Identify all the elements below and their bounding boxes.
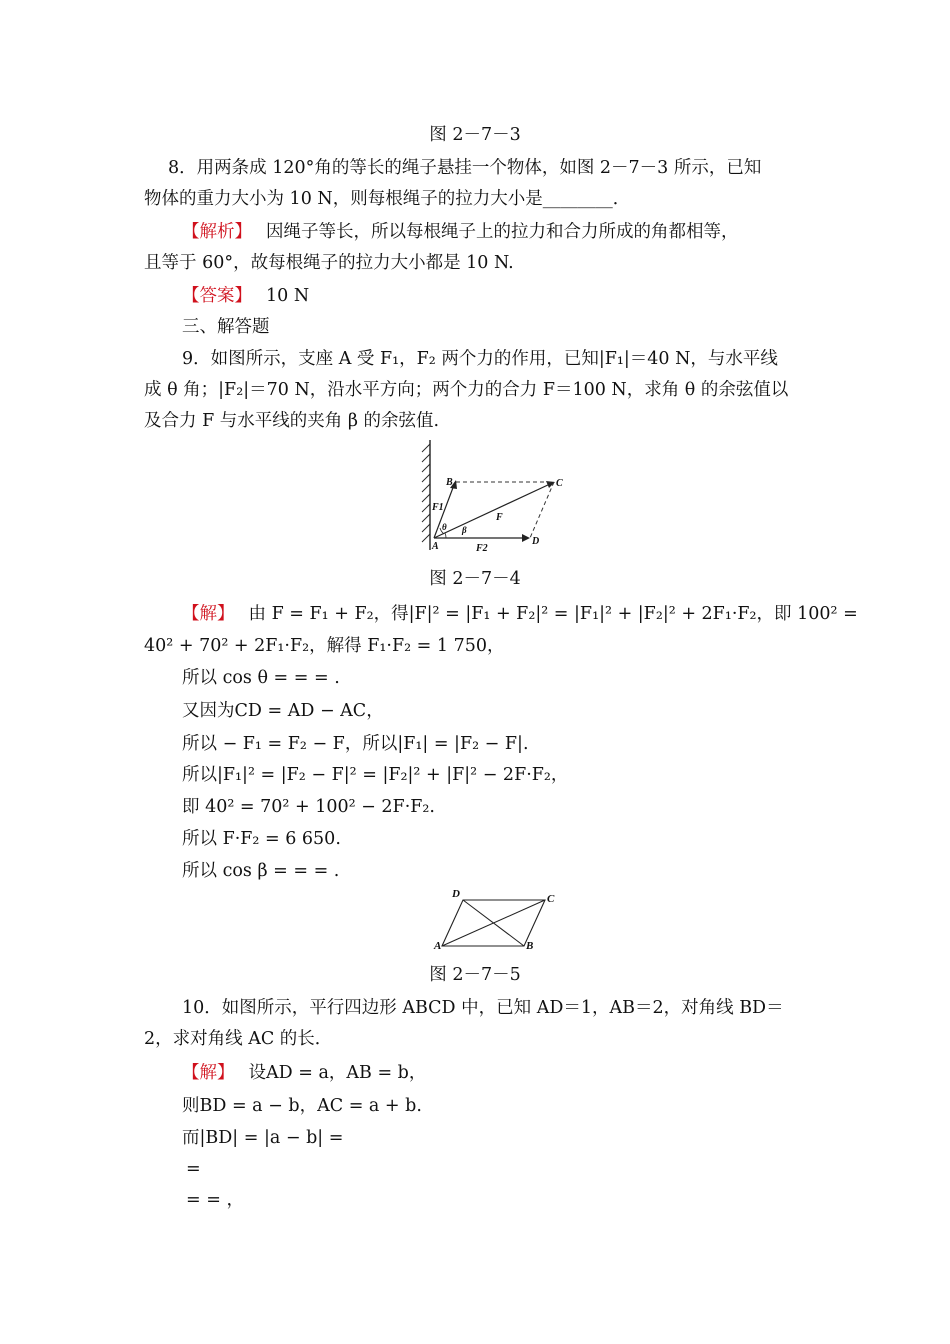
- figure-caption-2-7-3: 图 2－7－3: [429, 125, 521, 145]
- q10-solution-line-2: 则BD = a − b，AC = a + b.: [182, 1096, 422, 1116]
- q9-line-2: 成 θ 角；|F₂|＝70 N，沿水平方向；两个力的合力 F＝100 N，求角 θ 的余弦值以: [144, 380, 789, 400]
- analysis-text: 因绳子等长，所以每根绳子上的拉力和合力所成的角都相等，: [266, 222, 739, 242]
- q8-line-1: 8．用两条成 120°角的等长的绳子悬挂一个物体，如图 2－7－3 所示，已知: [168, 158, 762, 178]
- answer-tag: 【答案】: [182, 286, 252, 306]
- arrowhead-f2: [522, 534, 530, 542]
- solution-text: 由 F = F₁ + F₂，得|F|² = |F₁ + F₂|² = |F₁|² + |F₂|² + 2F₁·F₂，即 100² =: [248, 604, 858, 624]
- diagonal-bd: [463, 900, 524, 946]
- q10-solution-line-4: =: [186, 1159, 201, 1179]
- label-beta: β: [462, 525, 467, 535]
- solution-text: 设AD = a，AB = b，: [248, 1063, 427, 1083]
- q10-solution-line-5: = = ，: [186, 1190, 244, 1210]
- q9-solution-line-4: 又因为CD = AD − AC，: [182, 701, 384, 721]
- q10-solution-line-1: [182, 1062, 426, 1084]
- label-b: B: [526, 940, 534, 952]
- q9-line-1: 9．如图所示，支座 A 受 F₁，F₂ 两个力的作用，已知|F₁|＝40 N，与水平线: [182, 349, 778, 369]
- label-f: F: [496, 512, 503, 523]
- q8-line-2: 物体的重力大小为 10 N，则每根绳子的拉力大小是________．: [144, 189, 631, 209]
- figure-caption-2-7-4: 图 2－7－4: [429, 569, 521, 589]
- label-b: B: [446, 477, 453, 488]
- q10-solution-line-3: 而|BD| = |a − b| =: [182, 1128, 344, 1148]
- solution-tag: 【解】: [182, 604, 235, 624]
- answer-text: 10 N: [266, 286, 310, 306]
- angle-beta-arc: [445, 533, 446, 538]
- q8-analysis-line-2: 且等于 60°，故每根绳子的拉力大小都是 10 N.: [144, 253, 514, 273]
- label-theta: θ: [442, 522, 447, 532]
- parallelogram-abcd-figure: [432, 886, 562, 952]
- q10-line-1: 10．如图所示，平行四边形 ABCD 中，已知 AD＝1，AB＝2，对角线 BD＝: [182, 998, 784, 1018]
- q9-solution-line-1: [182, 603, 858, 625]
- dashed-cd: [530, 482, 554, 538]
- label-a: A: [432, 541, 439, 552]
- q9-solution-line-5: 所以 − F₁ = F₂ − F，所以|F₁| = |F₂ − F|.: [182, 734, 529, 754]
- q9-solution-line-7: 即 40² = 70² + 100² − 2F·F₂.: [182, 797, 435, 817]
- force-parallelogram-figure: [420, 438, 580, 558]
- q9-solution-line-9: 所以 cos β = = = .: [182, 861, 340, 881]
- label-f2: F2: [476, 543, 488, 554]
- q9-solution-line-8: 所以 F·F₂ = 6 650.: [182, 829, 341, 849]
- label-d: D: [452, 888, 460, 900]
- wall-hatching: [422, 444, 430, 542]
- q9-solution-line-6: 所以|F₁|² = |F₂ − F|² = |F₂|² + |F|² − 2F·F₂，: [182, 765, 569, 785]
- q10-line-2: 2，求对角线 AC 的长．: [144, 1029, 333, 1049]
- q9-line-3: 及合力 F 与水平线的夹角 β 的余弦值.: [144, 411, 440, 431]
- figure-caption-2-7-5: 图 2－7－5: [429, 965, 521, 985]
- label-d: D: [532, 536, 540, 547]
- q9-solution-line-3: 所以 cos θ = = = .: [182, 668, 340, 688]
- label-a: A: [434, 940, 442, 952]
- q8-answer-line: [182, 285, 309, 307]
- solution-tag: 【解】: [182, 1063, 235, 1083]
- label-c: C: [556, 478, 563, 489]
- analysis-tag: 【解析】: [182, 222, 252, 242]
- section-heading: 三、解答题: [182, 317, 270, 337]
- label-c: C: [547, 893, 555, 905]
- q9-solution-line-2: 40² + 70² + 2F₁·F₂，解得 F₁·F₂ = 1 750，: [144, 636, 505, 656]
- q8-analysis-line-1: [182, 221, 739, 243]
- label-f1: F1: [432, 502, 444, 513]
